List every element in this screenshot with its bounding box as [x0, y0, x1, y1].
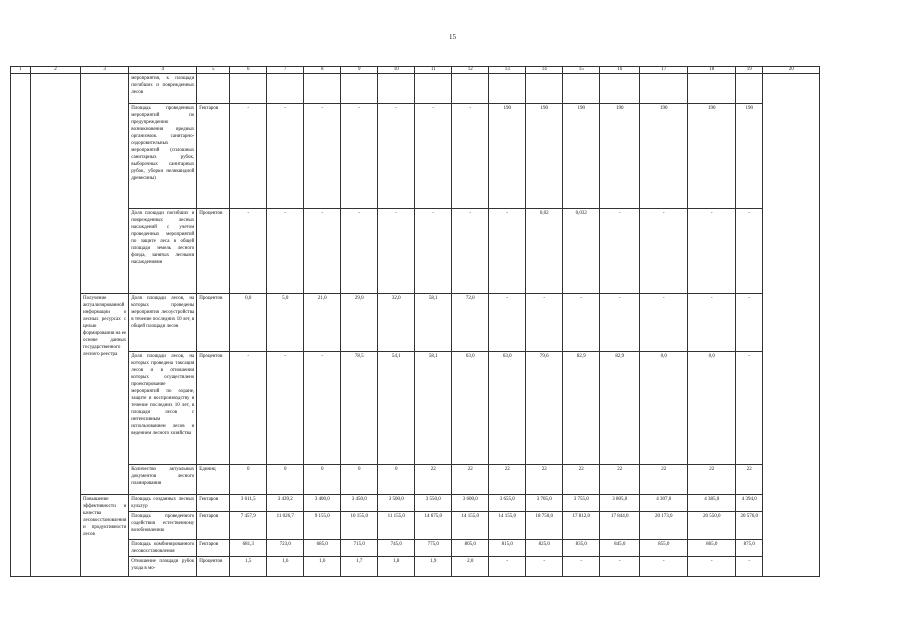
table-row — [11, 557, 820, 577]
value-cell: 805,0 — [452, 540, 489, 557]
value-cell: 190 — [688, 104, 736, 209]
value-cell: 14 675,0 — [415, 512, 452, 540]
value-cell: 1,6 — [304, 557, 341, 577]
header-row — [11, 67, 820, 74]
value-cell: 3 755,0 — [563, 495, 600, 512]
col2-cell — [31, 74, 81, 577]
value-cell — [452, 74, 489, 104]
value-cell: - — [378, 104, 415, 209]
value-cell: - — [640, 557, 688, 577]
value-cell: 5,0 — [267, 294, 304, 352]
value-cell: - — [563, 557, 600, 577]
unit-cell: Гектаров — [197, 104, 230, 209]
value-cell: 29,0 — [341, 294, 378, 352]
value-cell: 54,1 — [378, 352, 415, 465]
value-cell: 3 805,0 — [600, 495, 640, 512]
value-cell: 775,0 — [415, 540, 452, 557]
value-cell: 20 550,0 — [688, 512, 736, 540]
table-row — [11, 540, 820, 557]
value-cell: 190 — [489, 104, 526, 209]
value-cell: 845,0 — [600, 540, 640, 557]
indicator-cell: Количество актуальных документов лесного планирования — [129, 465, 197, 495]
value-cell — [600, 74, 640, 104]
header-cell: 15 — [563, 67, 600, 74]
value-cell: - — [600, 294, 640, 352]
header-cell: 2 — [31, 67, 81, 74]
header-cell: 10 — [378, 67, 415, 74]
value-cell: - — [526, 557, 563, 577]
value-cell: 18 750,0 — [526, 512, 563, 540]
value-cell: - — [640, 294, 688, 352]
header-cell: 18 — [688, 67, 736, 74]
value-cell: 63,0 — [452, 352, 489, 465]
value-cell: 685,0 — [304, 540, 341, 557]
value-cell: 865,0 — [688, 540, 736, 557]
value-cell: 4 307,0 — [640, 495, 688, 512]
goal-cell: Повышение эффективности и качества лесовосстановления и продуктивности лесов — [81, 495, 129, 577]
header-cell: 16 — [600, 67, 640, 74]
indicator-cell: Площадь комбинированного лесовосстановления — [129, 540, 197, 557]
value-cell: 9 155,0 — [304, 512, 341, 540]
value-cell: - — [230, 209, 267, 294]
value-cell: 825,0 — [526, 540, 563, 557]
indicator-cell: мероприятия, к площади погибших и поврежденных лесов — [129, 74, 197, 104]
header-cell: 11 — [415, 67, 452, 74]
goal-cell — [81, 74, 129, 294]
table-row — [11, 74, 820, 104]
value-cell: 17 844,0 — [600, 512, 640, 540]
value-cell: 815,0 — [489, 540, 526, 557]
value-cell: 0,032 — [563, 209, 600, 294]
header-cell: 20 — [763, 67, 820, 74]
header-cell: 1 — [11, 67, 31, 74]
value-cell: 715,0 — [341, 540, 378, 557]
value-cell: - — [267, 104, 304, 209]
header-cell: 3 — [81, 67, 129, 74]
unit-cell — [197, 74, 230, 104]
value-cell: 22 — [600, 465, 640, 495]
value-cell — [736, 74, 763, 104]
value-cell: - — [688, 294, 736, 352]
unit-cell: Процентов — [197, 294, 230, 352]
value-cell: 3 655,0 — [489, 495, 526, 512]
value-cell: - — [452, 209, 489, 294]
value-cell: 0,02 — [526, 209, 563, 294]
value-cell: - — [267, 352, 304, 465]
value-cell: 745,0 — [378, 540, 415, 557]
header-cell: 13 — [489, 67, 526, 74]
value-cell: - — [688, 557, 736, 577]
value-cell: - — [304, 352, 341, 465]
indicator-cell: Площадь созданных лесных культур — [129, 495, 197, 512]
value-cell: - — [415, 209, 452, 294]
value-cell: - — [688, 209, 736, 294]
value-cell: 3 500,0 — [378, 495, 415, 512]
table-row — [11, 104, 820, 209]
value-cell: 17 812,0 — [563, 512, 600, 540]
value-cell: 4 394,0 — [736, 495, 763, 512]
value-cell: - — [600, 557, 640, 577]
value-cell: 1,5 — [230, 557, 267, 577]
value-cell: 11 026,7 — [267, 512, 304, 540]
value-cell: 0 — [341, 465, 378, 495]
value-cell: 22 — [640, 465, 688, 495]
value-cell: 63,0 — [489, 352, 526, 465]
value-cell: - — [736, 209, 763, 294]
indicator-table — [10, 66, 820, 577]
goal-cell: Получение актуализированной информации о лесных ресурсах с целью формирования на ее основе данных государственного лесного реестра — [81, 294, 129, 495]
header-cell: 7 — [267, 67, 304, 74]
value-cell: 0 — [304, 465, 341, 495]
header-cell: 5 — [197, 67, 230, 74]
header-cell: 17 — [640, 67, 688, 74]
indicator-cell: Доля площади лесов, на которых проведена таксация лесов и в отношении которых осуществлено проектирование мероприятий по охране, защите и воспроизводству в течение последних 10 лет, в площади лесов с интенсивным использованием лесов и ведением лесного хозяйства — [129, 352, 197, 465]
value-cell: 1,9 — [415, 557, 452, 577]
value-cell: - — [378, 209, 415, 294]
indicator-cell: Доля площади лесов, на которых проведены мероприятия лесоустройства в течение последних 10 лет, в общей площади лесов — [129, 294, 197, 352]
value-cell — [640, 74, 688, 104]
value-cell: 835,0 — [563, 540, 600, 557]
value-cell: 7 457,9 — [230, 512, 267, 540]
value-cell: 22 — [526, 465, 563, 495]
value-cell: - — [736, 557, 763, 577]
value-cell: 0 — [230, 465, 267, 495]
value-cell: 79,6 — [526, 352, 563, 465]
value-cell — [230, 74, 267, 104]
table-row — [11, 465, 820, 495]
indicator-cell: Площадь проведенного содействия естественному возобновлению — [129, 512, 197, 540]
value-cell: 3 600,0 — [452, 495, 489, 512]
value-cell: 2,0 — [452, 557, 489, 577]
value-cell: 78,5 — [341, 352, 378, 465]
value-cell — [341, 74, 378, 104]
header-cell: 4 — [129, 67, 197, 74]
value-cell: 11 155,0 — [378, 512, 415, 540]
value-cell: 3 611,5 — [230, 495, 267, 512]
value-cell: - — [489, 294, 526, 352]
unit-cell: Единиц — [197, 465, 230, 495]
value-cell: - — [563, 294, 600, 352]
value-cell: 10 155,0 — [341, 512, 378, 540]
value-cell: 3 439,2 — [267, 495, 304, 512]
value-cell: 190 — [640, 104, 688, 209]
value-cell: 14 155,0 — [489, 512, 526, 540]
header-cell: 19 — [736, 67, 763, 74]
value-cell: 875,0 — [736, 540, 763, 557]
value-cell: - — [526, 294, 563, 352]
page-number: 15 — [449, 33, 456, 41]
value-cell: 3 400,0 — [304, 495, 341, 512]
unit-cell: Процентов — [197, 352, 230, 465]
header-cell: 6 — [230, 67, 267, 74]
table-row — [11, 495, 820, 512]
value-cell: 190 — [600, 104, 640, 209]
value-cell: 190 — [736, 104, 763, 209]
value-cell: 20 173,0 — [640, 512, 688, 540]
value-cell: 3 550,0 — [415, 495, 452, 512]
header-cell: 14 — [526, 67, 563, 74]
value-cell: 22 — [489, 465, 526, 495]
value-cell: 0,0 — [688, 352, 736, 465]
value-cell: 855,0 — [640, 540, 688, 557]
value-cell: 22 — [415, 465, 452, 495]
value-cell: 0 — [378, 465, 415, 495]
table-body — [11, 67, 820, 577]
table-row — [11, 352, 820, 465]
value-cell: - — [452, 104, 489, 209]
indicator-cell: Доля площади погибших и поврежденных лесных насаждений с учетом проведенных мероприятий по защите леса в общей площади земель лесного фонда, занятых лесными насаждениями — [129, 209, 197, 294]
value-cell: - — [267, 209, 304, 294]
table-row — [11, 512, 820, 540]
value-cell: 190 — [563, 104, 600, 209]
value-cell: - — [341, 209, 378, 294]
indicator-cell: Площадь проведенных мероприятий по предупреждению возникновения вредных организмов. санитарно-оздоровительных мероприятий (сплошных санитарных рубок, выборочных санитарных рубок, уборки нeликвидной древесины) — [129, 104, 197, 209]
value-cell: - — [489, 557, 526, 577]
value-cell: 32,0 — [378, 294, 415, 352]
value-cell: - — [341, 104, 378, 209]
value-cell: 1,6 — [267, 557, 304, 577]
value-cell: 0,0 — [640, 352, 688, 465]
value-cell: - — [640, 209, 688, 294]
col1-cell — [11, 74, 31, 577]
value-cell — [526, 74, 563, 104]
value-cell — [415, 74, 452, 104]
value-cell: - — [304, 209, 341, 294]
header-cell: 9 — [341, 67, 378, 74]
value-cell: 190 — [526, 104, 563, 209]
unit-cell: Гектаров — [197, 540, 230, 557]
value-cell: 58,1 — [415, 352, 452, 465]
table-row — [11, 209, 820, 294]
value-cell: 3 705,0 — [526, 495, 563, 512]
value-cell: 22 — [688, 465, 736, 495]
value-cell: 14 155,0 — [452, 512, 489, 540]
value-cell — [688, 74, 736, 104]
value-cell — [489, 74, 526, 104]
unit-cell: Процентов — [197, 557, 230, 577]
unit-cell: Процентов — [197, 209, 230, 294]
value-cell: 681,3 — [230, 540, 267, 557]
value-cell: - — [304, 104, 341, 209]
value-cell: - — [736, 294, 763, 352]
value-cell: 20 576,0 — [736, 512, 763, 540]
value-cell: 82,9 — [600, 352, 640, 465]
value-cell — [378, 74, 415, 104]
value-cell — [304, 74, 341, 104]
header-cell: 12 — [452, 67, 489, 74]
value-cell: 82,9 — [563, 352, 600, 465]
col20-cell — [763, 74, 820, 577]
value-cell: 3 450,0 — [341, 495, 378, 512]
value-cell: 723,0 — [267, 540, 304, 557]
value-cell: 22 — [563, 465, 600, 495]
value-cell: 4 385,0 — [688, 495, 736, 512]
value-cell: 0 — [267, 465, 304, 495]
value-cell — [267, 74, 304, 104]
value-cell: 0,0 — [230, 294, 267, 352]
value-cell: 21,0 — [304, 294, 341, 352]
value-cell: 58,1 — [415, 294, 452, 352]
value-cell: - — [600, 209, 640, 294]
value-cell: - — [230, 352, 267, 465]
value-cell: - — [415, 104, 452, 209]
value-cell: - — [230, 104, 267, 209]
header-cell: 8 — [304, 67, 341, 74]
value-cell: 1,8 — [378, 557, 415, 577]
value-cell: - — [489, 209, 526, 294]
value-cell — [563, 74, 600, 104]
indicator-cell: Отношение площади рубок ухода в мо- — [129, 557, 197, 577]
value-cell: - — [736, 352, 763, 465]
value-cell: 22 — [736, 465, 763, 495]
table-row — [11, 294, 820, 352]
value-cell: 72,0 — [452, 294, 489, 352]
value-cell: 22 — [452, 465, 489, 495]
unit-cell: Гектаров — [197, 495, 230, 512]
value-cell: 1,7 — [341, 557, 378, 577]
unit-cell: Гектаров — [197, 512, 230, 540]
